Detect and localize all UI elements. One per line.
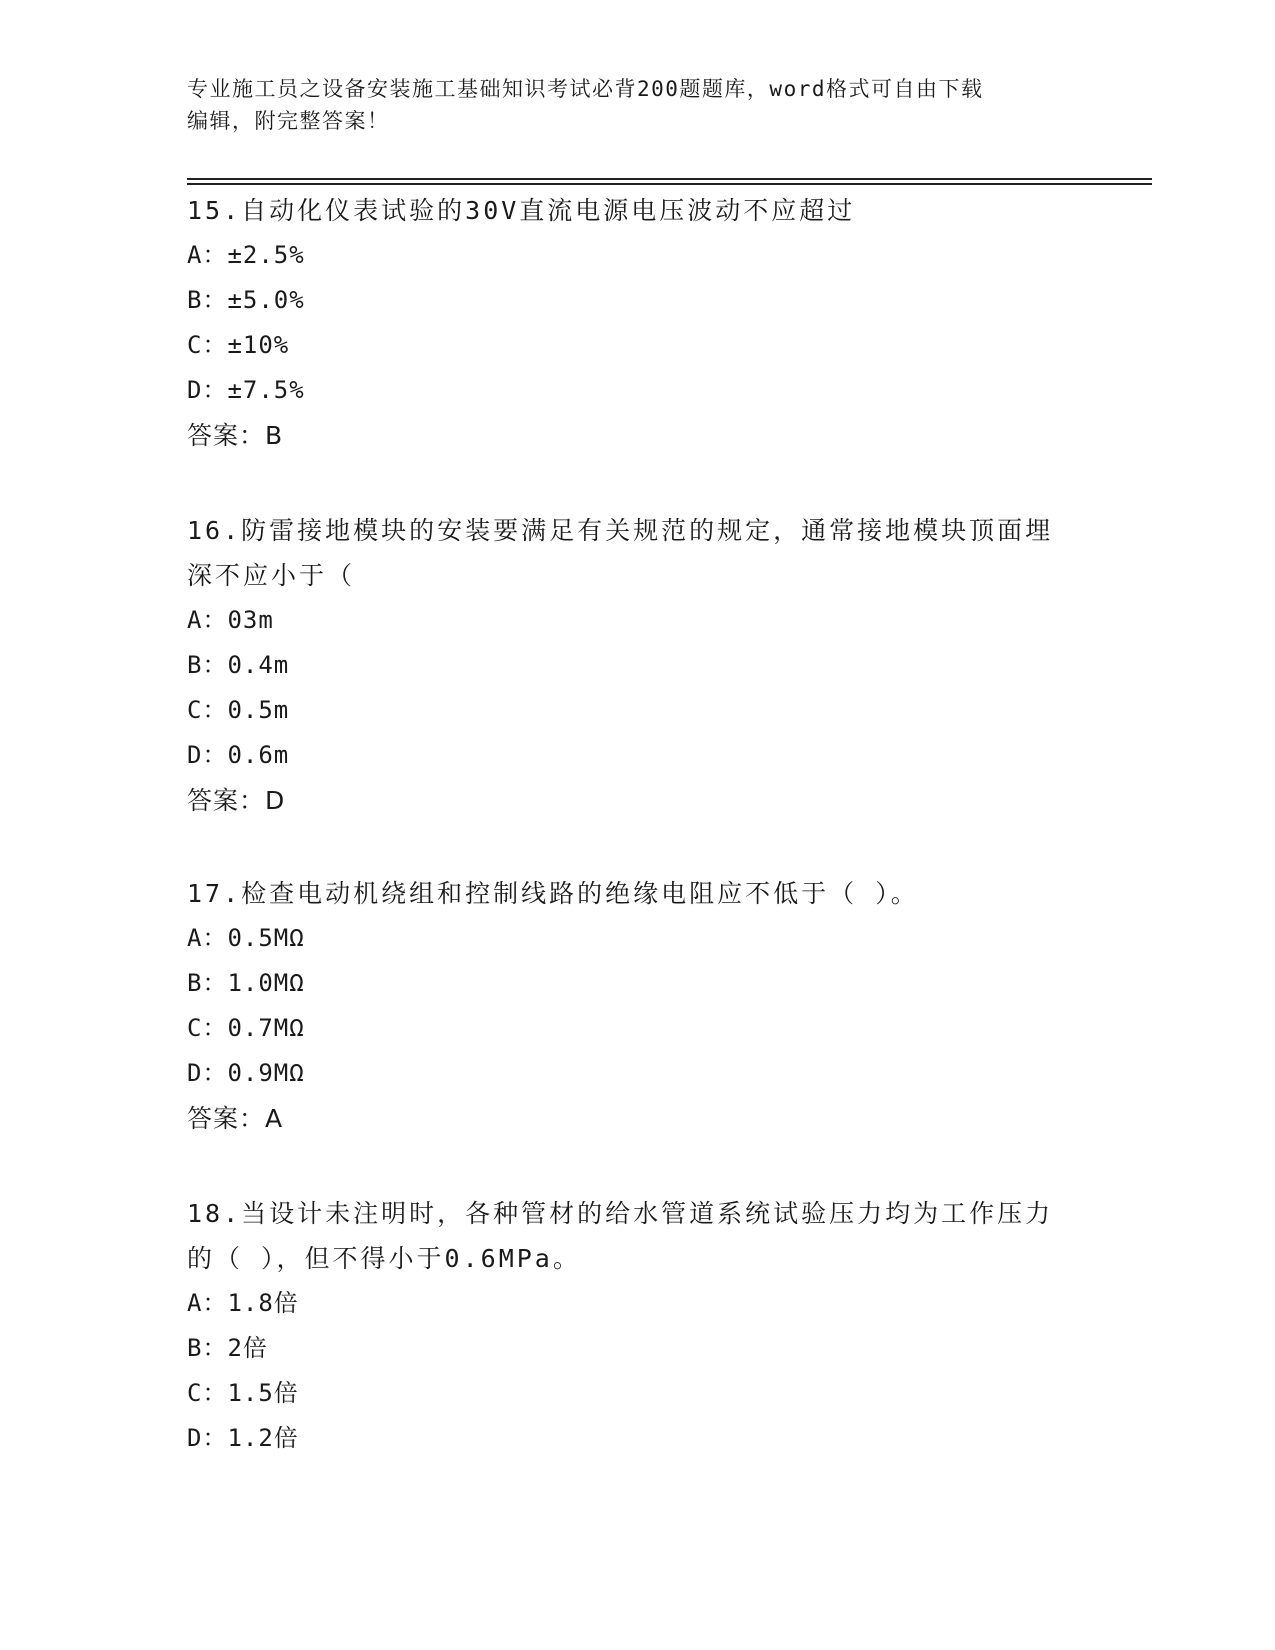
question-stem: 17.检查电动机绕组和控制线路的绝缘电阻应不低于（ ）。 xyxy=(187,879,919,908)
option-a: A：03m xyxy=(187,606,274,634)
option-b: B：0.4m xyxy=(187,651,290,679)
option-c: C：±10% xyxy=(187,331,290,359)
question-18 xyxy=(187,1191,1087,1461)
question-stem: 18.当设计未注明时，各种管材的给水管道系统试验压力均为工作压力 xyxy=(187,1199,1054,1228)
option-b: B：2倍 xyxy=(187,1334,268,1362)
option-d: D：1.2倍 xyxy=(187,1424,299,1452)
question-stem-continued: 深不应小于（ xyxy=(187,561,356,590)
header-divider-bottom xyxy=(187,183,1152,185)
option-a: A：±2.5% xyxy=(187,241,305,269)
option-c: C：0.7MΩ xyxy=(187,1014,305,1042)
option-a: A：1.8倍 xyxy=(187,1289,299,1317)
question-15 xyxy=(187,188,1087,458)
option-c: C：0.5m xyxy=(187,696,290,724)
document-header xyxy=(187,73,1087,137)
answer-line: 答案：A xyxy=(187,1104,284,1133)
option-b: B：±5.0% xyxy=(187,286,305,314)
question-stem: 15.自动化仪表试验的30V直流电源电压波动不应超过 xyxy=(187,196,856,225)
header-divider-top xyxy=(187,178,1152,180)
option-d: D：0.9MΩ xyxy=(187,1059,305,1087)
option-a: A：0.5MΩ xyxy=(187,924,305,952)
option-d: D：±7.5% xyxy=(187,376,305,404)
answer-line: 答案：D xyxy=(187,786,286,815)
question-stem: 16.防雷接地模块的安装要满足有关规范的规定，通常接地模块顶面埋 xyxy=(187,516,1054,545)
option-b: B：1.0MΩ xyxy=(187,969,305,997)
option-c: C：1.5倍 xyxy=(187,1379,299,1407)
question-16 xyxy=(187,508,1087,823)
question-stem-continued: 的（ ），但不得小于0.6MPa。 xyxy=(187,1244,581,1273)
option-d: D：0.6m xyxy=(187,741,290,769)
question-17 xyxy=(187,871,1087,1141)
header-title-line-1: 专业施工员之设备安装施工基础知识考试必背200题题库，word格式可自由下载 xyxy=(187,77,984,101)
answer-line: 答案：B xyxy=(187,421,284,450)
header-title-line-2: 编辑，附完整答案！ xyxy=(187,109,390,133)
